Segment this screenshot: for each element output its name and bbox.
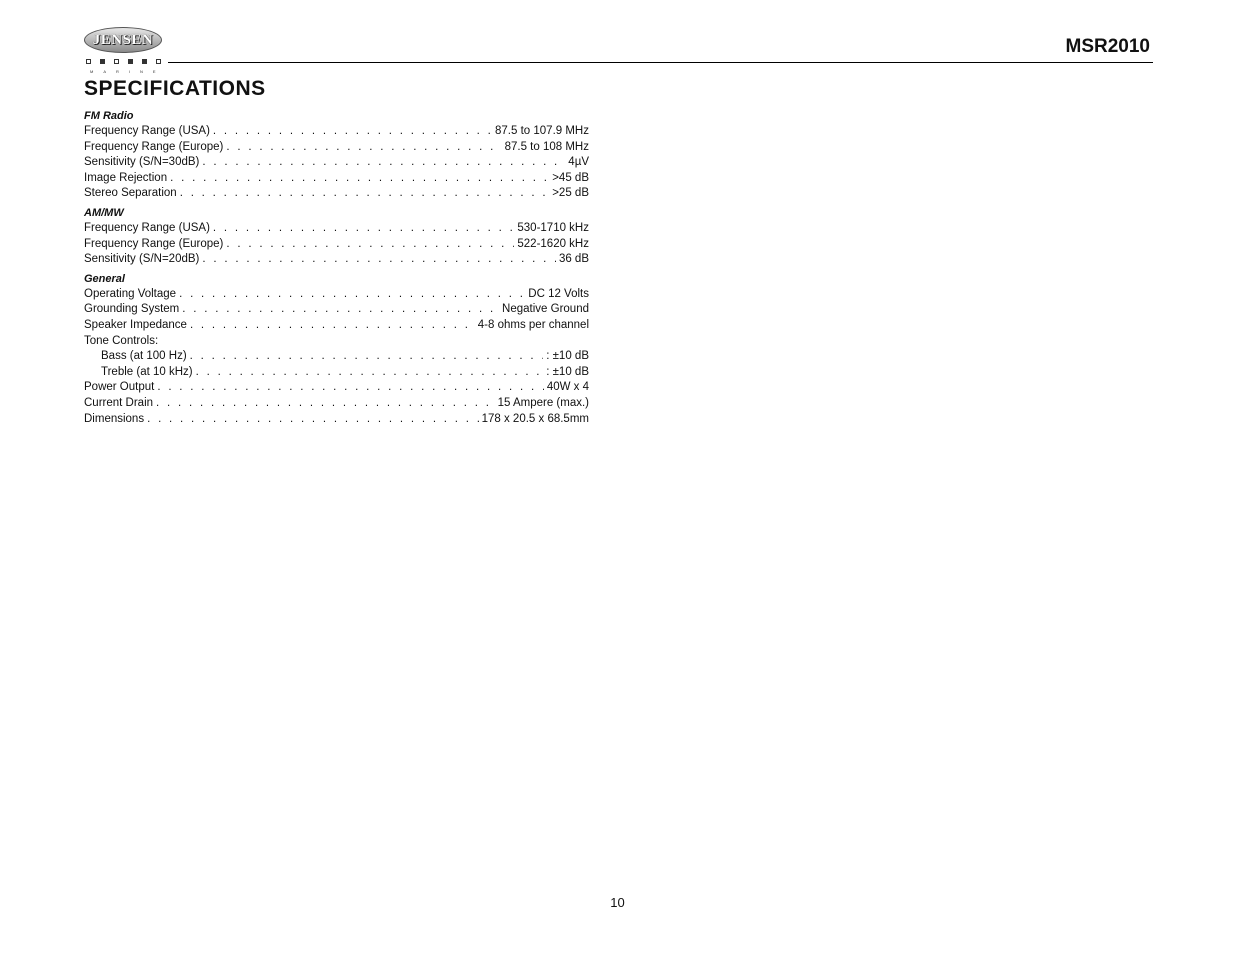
spec-row	[84, 412, 589, 428]
spec-label: Sensitivity (S/N=30dB)	[84, 156, 200, 169]
spec-label: Current Drain	[84, 396, 154, 409]
spec-row	[84, 302, 589, 318]
spec-value: 4µV	[568, 156, 589, 169]
spec-value: 36 dB	[558, 253, 589, 266]
spec-label: Speaker Impedance	[84, 318, 187, 331]
spec-label: Grounding System	[84, 303, 180, 316]
spec-value: 530-1710 kHz	[517, 221, 589, 234]
section-heading-am: AM/MW	[84, 206, 124, 219]
spec-value: 15 Ampere (max.)	[497, 396, 589, 409]
spec-row	[84, 396, 589, 412]
spec-row	[84, 140, 589, 156]
spec-label: Treble (at 10 kHz)	[101, 365, 193, 378]
spec-value: 87.5 to 108 MHz	[504, 140, 589, 153]
spec-label: Sensitivity (S/N=20dB)	[84, 253, 200, 266]
spec-row	[84, 380, 589, 396]
spec-value: 522-1620 kHz	[517, 237, 589, 250]
brand-subtitle: MARINE	[90, 69, 166, 74]
spec-row	[84, 221, 589, 237]
spec-row	[84, 349, 589, 365]
spec-value: >25 dB	[552, 187, 589, 200]
header-rule	[168, 62, 1153, 63]
spec-label: Frequency Range (USA)	[84, 221, 210, 234]
spec-row	[84, 186, 589, 202]
tone-controls-label: Tone Controls:	[84, 334, 159, 347]
spec-row	[84, 287, 589, 303]
spec-value: 40W x 4	[546, 381, 589, 394]
model-number: MSR2010	[1065, 36, 1150, 57]
spec-list	[84, 108, 589, 427]
spec-value: 4-8 ohms per channel	[477, 318, 589, 331]
logo-square-icons	[86, 59, 161, 64]
page-number: 10	[610, 895, 625, 910]
spec-label: Frequency Range (Europe)	[84, 237, 224, 250]
spec-label: Frequency Range (USA)	[84, 125, 210, 137]
jensen-logo	[84, 27, 164, 77]
brand-name: JENSEN	[92, 31, 154, 48]
spec-row	[84, 252, 589, 268]
spec-label: Dimensions	[84, 412, 145, 425]
spec-row	[84, 237, 589, 253]
spec-label: Stereo Separation	[84, 187, 177, 200]
spec-value: >45 dB	[552, 171, 589, 184]
spec-row	[84, 171, 589, 187]
spec-label: Image Rejection	[84, 171, 168, 184]
jensen-logo-oval	[84, 27, 162, 53]
spec-value: DC 12 Volts	[528, 287, 589, 300]
spec-value: 178 x 20.5 x 68.5mm	[481, 412, 589, 425]
spec-value: : ±10 dB	[546, 365, 589, 378]
section-heading-fm: FM Radio	[84, 110, 134, 122]
spec-label: Frequency Range (Europe)	[84, 140, 224, 153]
spec-label: Operating Voltage	[84, 287, 177, 300]
spec-label: Bass (at 100 Hz)	[101, 350, 187, 363]
spec-value: 87.5 to 107.9 MHz	[495, 125, 589, 137]
spec-row	[84, 365, 589, 381]
section-heading-general: General	[84, 272, 125, 285]
spec-label: Power Output	[84, 381, 155, 394]
spec-row	[84, 155, 589, 171]
page-title: SPECIFICATIONS	[84, 77, 266, 100]
spec-row	[84, 318, 589, 334]
spec-row	[84, 124, 589, 140]
spec-value: Negative Ground	[502, 303, 589, 316]
spec-value: : ±10 dB	[546, 350, 589, 363]
